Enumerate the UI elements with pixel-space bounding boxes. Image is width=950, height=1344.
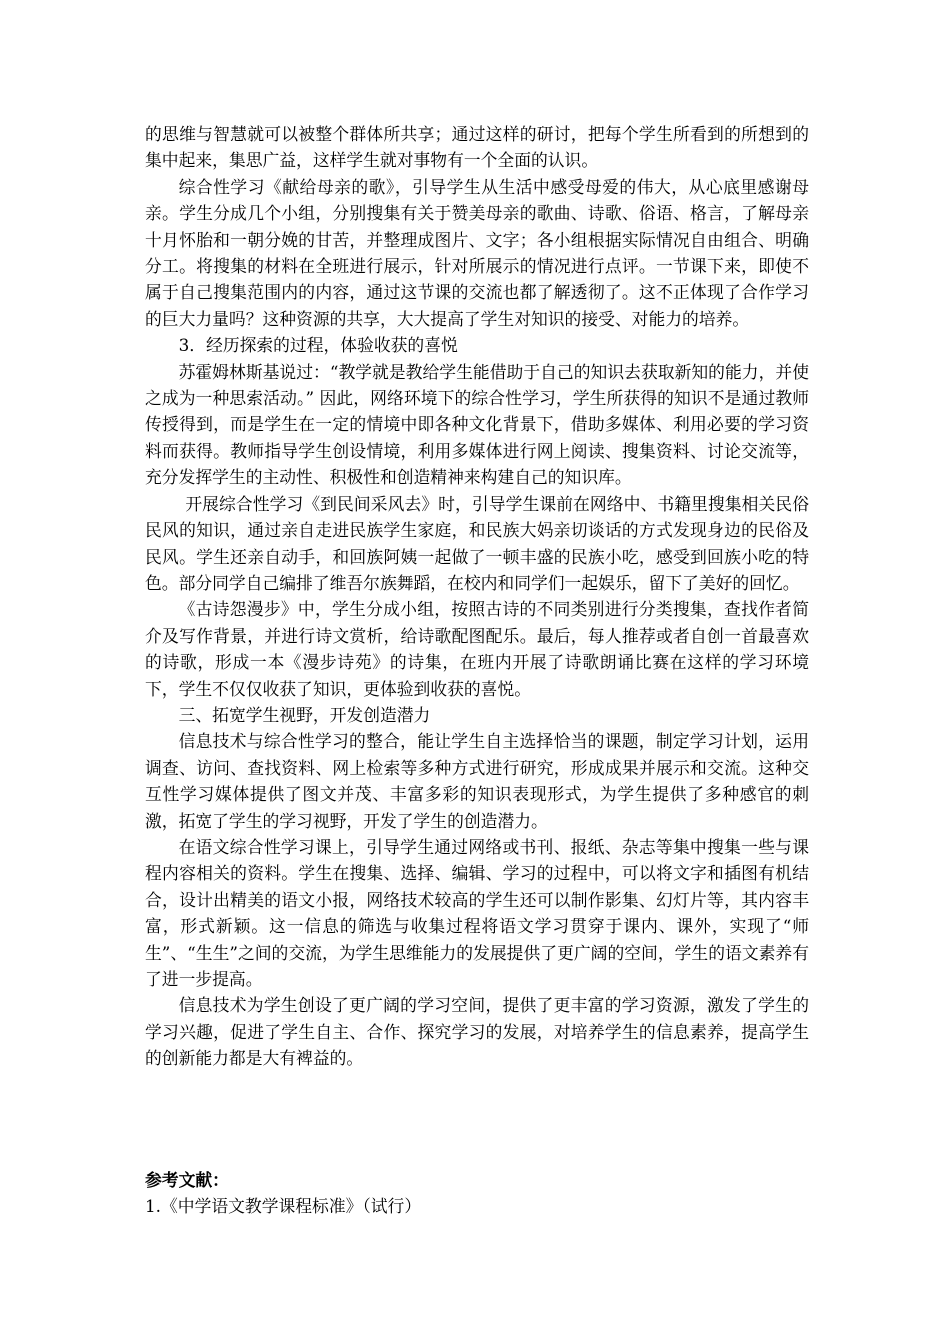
references-title: 参考文献：	[145, 1170, 229, 1190]
paragraph: 在语文综合性学习课上，引导学生通过网络或书刊、报纸、杂志等集中搜集一些与课程内容相关的资料。学生在搜集、选择、编辑、学习的过程中，可以将文字和插图有机结合，设计出精美的语文小报，网络技术较高的学生还可以制作影集、幻灯片等，其内容丰富，形式新颖。这一信息的筛选与收集过程将语文学习贯穿于课内、课外，实现了“师生”、“生生”之间的交流，为学生思维能力的发展提供了更广阔的空间，学生的语文素养有了进一步提高。	[145, 836, 809, 989]
paragraph: 综合性学习《献给母亲的歌》，引导学生从生活中感受母爱的伟大，从心底里感谢母亲。学生分成几个小组，分别搜集有关于赞美母亲的歌曲、诗歌、俗语、格言，了解母亲十月怀胎和一朝分娩的甘苦，并整理成图片、文字；各小组根据实际情况自由组合、明确分工。将搜集的材料在全班进行展示，针对所展示的情况进行点评。一节课下来，即使不属于自己搜集范围内的内容，通过这节课的交流也都了解透彻了。这不正体现了合作学习的巨大力量吗？这种资源的共享，大大提高了学生对知识的接受、对能力的培养。	[145, 176, 809, 329]
paragraph: 开展综合性学习《到民间采风去》时，引导学生课前在网络中、书籍里搜集相关民俗民风的知识，通过亲自走进民族学生家庭，和民族大妈亲切谈话的方式发现身边的民俗及民风。学生还亲自动手，和回族阿姨一起做了一顿丰盛的民族小吃，感受到回族小吃的特色。部分同学自己编排了维吾尔族舞蹈，在校内和同学们一起娱乐，留下了美好的回忆。	[145, 493, 809, 593]
section-heading: 3．经历探索的过程，体验收获的喜悦	[178, 335, 458, 356]
paragraph: 信息技术与综合性学习的整合，能让学生自主选择恰当的课题，制定学习计划，运用调查、访问、查找资料、网上检索等多种方式进行研究，形成成果并展示和交流。这种交互性学习媒体提供了图文并茂、丰富多彩的知识表现形式，为学生提供了多种感官的刺激，拓宽了学生的学习视野，开发了学生的创造潜力。	[145, 731, 809, 831]
references-section	[145, 1167, 809, 1219]
reference-item: 1.《中学语文教学课程标准》（试行）	[145, 1196, 422, 1216]
paragraph: 的思维与智慧就可以被整个群体所共享；通过这样的研讨，把每个学生所看到的所想到的集中起来，集思广益，这样学生就对事物有一个全面的认识。	[145, 124, 809, 171]
paragraph: 苏霍姆林斯基说过：“教学就是教给学生能借助于自己的知识去获取新知的能力，并使之成为一种思索活动。” 因此，网络环境下的综合性学习，学生所获得的知识不是通过教师传授得到，而是学生在一定的情境中即各种文化背景下，借助多媒体、利用必要的学习资料而获得。教师指导学生创设情境，利用多媒体进行网上阅读、搜集资料、讨论交流等，充分发挥学生的主动性、积极性和创造精神来构建自己的知识库。	[145, 361, 809, 488]
section-heading: 三、拓宽学生视野，开发创造潜力	[178, 704, 431, 725]
paragraph: 信息技术为学生创设了更广阔的学习空间，提供了更丰富的学习资源，激发了学生的学习兴趣，促进了学生自主、合作、探究学习的发展，对培养学生的信息素养，提高学生的创新能力都是大有裨益的。	[145, 995, 809, 1069]
paragraph: 《古诗怨漫步》中，学生分成小组，按照古诗的不同类别进行分类搜集，查找作者简介及写作背景，并进行诗文赏析，给诗歌配图配乐。最后，每人推荐或者自创一首最喜欢的诗歌，形成一本《漫步诗苑》的诗集，在班内开展了诗歌朗诵比赛在这样的学习环境下，学生不仅仅收获了知识，更体验到收获的喜悦。	[145, 599, 809, 699]
article-body	[145, 121, 809, 1072]
